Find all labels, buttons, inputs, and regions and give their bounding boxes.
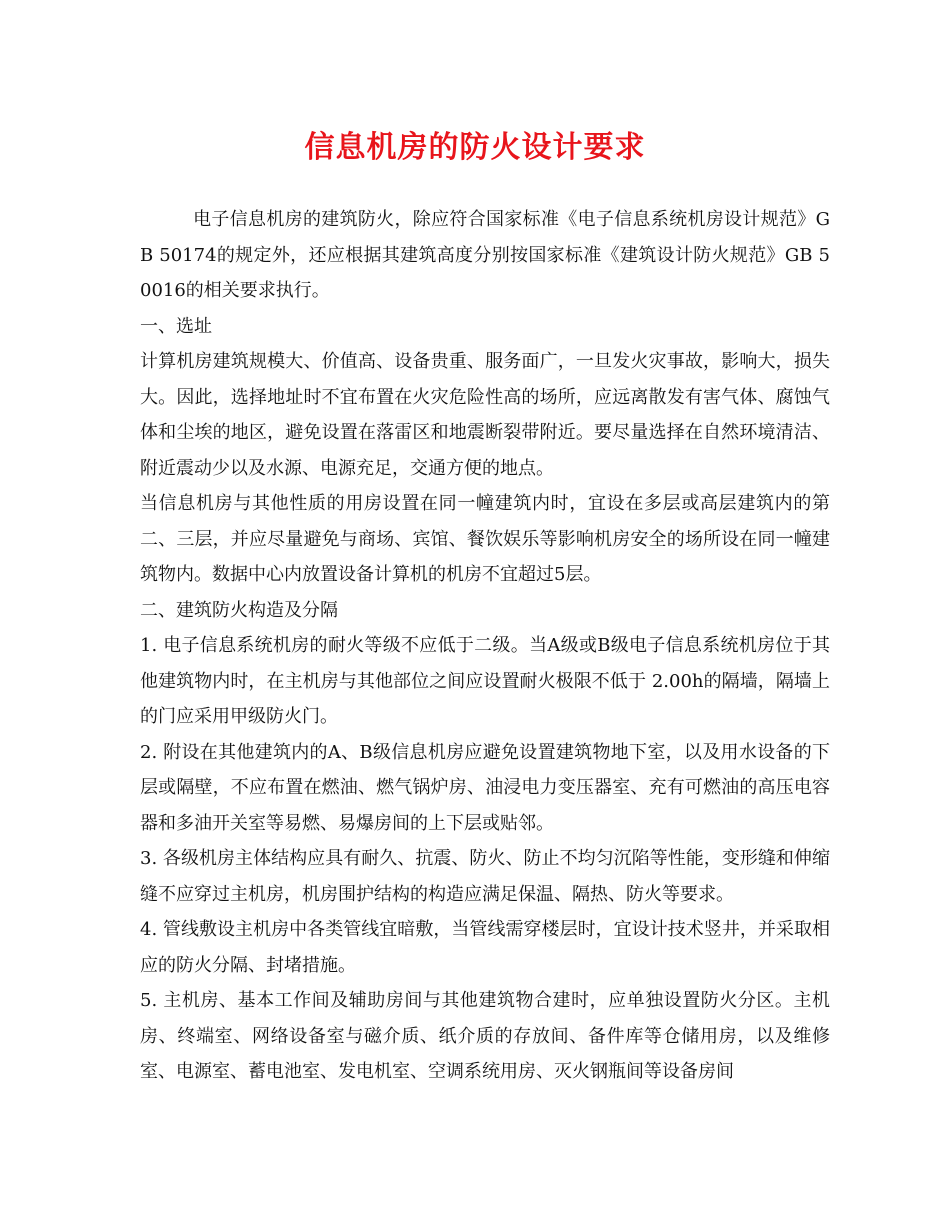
document-body	[140, 202, 830, 1090]
list-item-2: 2. 附设在其他建筑内的A、B级信息机房应避免设置建筑物地下室，以及用水设备的下层或隔壁，不应布置在燃油、燃气锅炉房、油浸电力变压器室、充有可燃油的高压电容器和多油开关室等易燃、易爆房间的上下层或贴邻。	[140, 741, 830, 834]
shared-building-paragraph: 当信息机房与其他性质的用房设置在同一幢建筑内时，宜设在多层或高层建筑内的第二、三层，并应尽量避免与商场、宾馆、餐饮娱乐等影响机房安全的场所设在同一幢建筑物内。数据中心内放置设备计算机的机房不宜超过5层。	[140, 493, 830, 585]
site-selection-paragraph: 计算机房建筑规模大、价值高、设备贵重、服务面广，一旦发火灾事故，影响大，损失大。因此，选择地址时不宜布置在火灾危险性高的场所，应远离散发有害气体、腐蚀气体和尘埃的地区，避免设置在落雷区和地震断裂带附近。要尽量选择在自然环境清洁、附近震动少以及水源、电源充足，交通方便的地点。	[140, 351, 830, 479]
intro-paragraph: 电子信息机房的建筑防火，除应符合国家标准《电子信息系统机房设计规范》GB 50174的规定外，还应根据其建筑高度分别按国家标准《建筑设计防火规范》GB 50016的相关要求执行。	[140, 209, 830, 301]
list-item-1: 1. 电子信息系统机房的耐火等级不应低于二级。当A级或B级电子信息系统机房位于其他建筑物内时，在主机房与其他部位之间应设置耐火极限不低于 2.00h的隔墙，隔墙上的门应采用甲级防火门。	[140, 635, 830, 727]
list-item-5: 5. 主机房、基本工作间及辅助房间与其他建筑物合建时，应单独设置防火分区。主机房、终端室、网络设备室与磁介质、纸介质的存放间、备件库等仓储用房，以及维修室、电源室、蓄电池室、发电机室、空调系统用房、灭火钢瓶间等设备房间	[140, 990, 830, 1082]
section-heading-fire-construction: 二、建筑防火构造及分隔	[140, 599, 338, 621]
section-heading-site-selection: 一、选址	[140, 315, 212, 337]
list-item-4: 4. 管线敷设主机房中各类管线宜暗敷，当管线需穿楼层时，宜设计技术竖井，并采取相应的防火分隔、封堵措施。	[140, 919, 830, 976]
page-title: 信息机房的防火设计要求	[304, 130, 646, 165]
list-item-3: 3. 各级机房主体结构应具有耐久、抗震、防火、防止不均匀沉陷等性能，变形缝和伸缩缝不应穿过主机房，机房围护结构的构造应满足保温、隔热、防火等要求。	[140, 848, 830, 905]
